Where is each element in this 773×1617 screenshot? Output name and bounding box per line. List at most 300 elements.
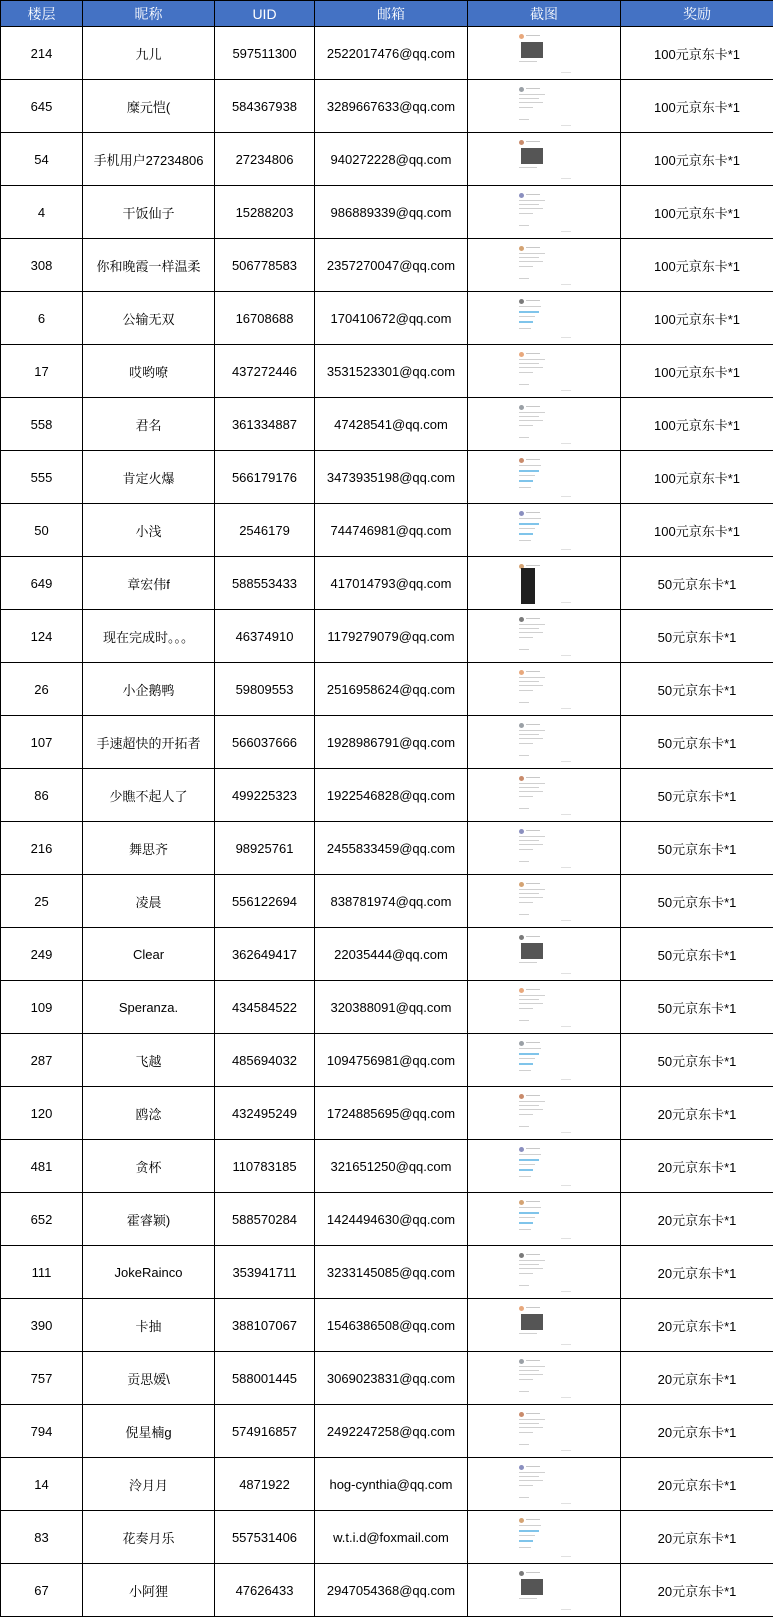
highlight-block [519,533,533,535]
screenshot-thumbnail[interactable] [513,507,575,553]
reward-cell: 100元京东卡*1 [621,80,773,133]
footer-line [561,1450,571,1451]
text-line [519,1020,529,1021]
floor-cell: 645 [1,80,83,133]
text-line [519,359,545,360]
table-row [1,1352,773,1405]
text-line [519,1427,543,1428]
screenshot-cell [468,239,621,292]
email-cell: 2357270047@qq.com [315,239,468,292]
text-line [519,261,543,262]
text-line [519,649,529,650]
reward-cell: 20元京东卡*1 [621,1564,773,1617]
screenshot-thumbnail[interactable] [513,1514,575,1560]
avatar [519,1041,524,1046]
screenshot-thumbnail[interactable] [513,1249,575,1295]
uid-cell: 110783185 [215,1140,315,1193]
text-line [519,1264,539,1265]
avatar [519,140,524,145]
nickname-cell: 飞越 [83,1034,215,1087]
text-line [519,1391,529,1392]
text-line [519,200,545,201]
screenshot-cell [468,80,621,133]
reward-cell: 50元京东卡*1 [621,663,773,716]
nickname-cell: 章宏伟f [83,557,215,610]
text-line [519,681,539,682]
uid-cell: 46374910 [215,610,315,663]
nickname-cell: 公输无双 [83,292,215,345]
text-line [519,306,541,307]
uid-cell: 2546179 [215,504,315,557]
reward-cell: 100元京东卡*1 [621,398,773,451]
table-row [1,1246,773,1299]
screenshot-cell [468,133,621,186]
screenshot-cell [468,928,621,981]
avatar [519,1147,524,1152]
screenshot-thumbnail[interactable] [513,348,575,394]
highlight-block [519,1212,539,1214]
avatar [519,1094,524,1099]
text-line [519,1048,541,1049]
nickname-cell: 现在完成时。。。 [83,610,215,663]
text-line [519,94,545,95]
screenshot-cell [468,1405,621,1458]
reward-cell: 50元京东卡*1 [621,1034,773,1087]
text-line [519,253,545,254]
screenshot-cell [468,345,621,398]
username-line [526,1201,540,1202]
nickname-cell: 卡抽 [83,1299,215,1352]
email-cell: 1424494630@qq.com [315,1193,468,1246]
uid-cell: 27234806 [215,133,315,186]
floor-cell: 107 [1,716,83,769]
reward-cell: 20元京东卡*1 [621,1087,773,1140]
text-line [519,367,543,368]
screenshot-thumbnail[interactable] [513,295,575,341]
table-row [1,981,773,1034]
text-line [519,1273,533,1274]
nickname-cell: 少瞧不起人了 [83,769,215,822]
email-cell: 321651250@qq.com [315,1140,468,1193]
floor-cell: 4 [1,186,83,239]
text-line [519,1419,545,1420]
screenshot-thumbnail[interactable] [513,666,575,712]
uid-cell: 574916857 [215,1405,315,1458]
screenshot-thumbnail[interactable] [513,136,575,182]
footer-line [561,1238,571,1239]
footer-line [561,390,571,391]
text-line [519,743,533,744]
username-line [526,1360,540,1361]
text-line [519,1366,545,1367]
screenshot-cell [468,451,621,504]
highlight-block [519,321,533,323]
reward-cell: 50元京东卡*1 [621,610,773,663]
nickname-cell: 手速超快的开拓者 [83,716,215,769]
reward-cell: 20元京东卡*1 [621,1140,773,1193]
reward-cell: 100元京东卡*1 [621,27,773,80]
username-line [526,406,540,407]
footer-line [561,1079,571,1080]
text-line [519,540,531,541]
text-line [519,690,533,691]
avatar [519,1412,524,1417]
username-line [526,1148,540,1149]
uid-cell: 47626433 [215,1564,315,1617]
footer-line [561,920,571,921]
floor-cell: 216 [1,822,83,875]
text-line [519,1285,529,1286]
uid-cell: 361334887 [215,398,315,451]
uid-cell: 597511300 [215,27,315,80]
screenshot-thumbnail[interactable] [513,1302,575,1348]
text-line [519,1008,533,1009]
email-cell: 3289667633@qq.com [315,80,468,133]
username-line [526,353,540,354]
avatar [519,776,524,781]
table-row [1,398,773,451]
highlight-block [519,1530,539,1532]
username-line [526,88,540,89]
footer-line [561,973,571,974]
floor-cell: 111 [1,1246,83,1299]
uid-cell: 4871922 [215,1458,315,1511]
footer-line [561,72,571,73]
email-cell: 170410672@qq.com [315,292,468,345]
text-line [519,702,529,703]
footer-line [561,1344,571,1345]
table-row [1,292,773,345]
footer-line [561,655,571,656]
text-line [519,465,541,466]
avatar [519,193,524,198]
nickname-cell: 倪星楠g [83,1405,215,1458]
uid-cell: 362649417 [215,928,315,981]
uid-cell: 59809553 [215,663,315,716]
text-line [519,1260,545,1261]
avatar [519,1465,524,1470]
text-line [519,1472,545,1473]
reward-cell: 20元京东卡*1 [621,1511,773,1564]
highlight-block [519,480,533,482]
text-line [519,204,539,205]
text-line [519,1547,531,1548]
screenshot-thumbnail[interactable] [513,30,575,76]
screenshot-cell [468,1564,621,1617]
email-cell: 3233145085@qq.com [315,1246,468,1299]
footer-line [561,549,571,550]
text-line [519,437,529,438]
text-line [519,1101,545,1102]
username-line [526,1519,540,1520]
screenshot-thumbnail[interactable] [513,1461,575,1507]
header-email: 邮箱 [315,1,468,27]
username-line [526,565,540,566]
footer-line [561,1397,571,1398]
email-cell: 3473935198@qq.com [315,451,468,504]
screenshot-thumbnail[interactable] [513,984,575,1030]
text-line [519,999,539,1000]
screenshot-thumbnail[interactable] [513,454,575,500]
screenshot-cell [468,504,621,557]
floor-cell: 50 [1,504,83,557]
footer-line [561,761,571,762]
footer-line [561,1291,571,1292]
avatar [519,246,524,251]
table-row [1,1511,773,1564]
floor-cell: 558 [1,398,83,451]
footer-line [561,602,571,603]
floor-cell: 308 [1,239,83,292]
username-line [526,671,540,672]
avatar [519,829,524,834]
email-cell: 2492247258@qq.com [315,1405,468,1458]
nickname-cell: 花奏月乐 [83,1511,215,1564]
reward-cell: 50元京东卡*1 [621,769,773,822]
phone-screenshot [521,568,535,604]
nickname-cell: 凌晨 [83,875,215,928]
table-row [1,1140,773,1193]
uid-cell: 588001445 [215,1352,315,1405]
email-cell: 940272228@qq.com [315,133,468,186]
screenshot-thumbnail[interactable] [513,189,575,235]
text-line [519,808,529,809]
text-line [519,213,533,214]
screenshot-thumbnail[interactable] [513,825,575,871]
text-line [519,632,543,633]
screenshot-cell [468,769,621,822]
email-cell: 2455833459@qq.com [315,822,468,875]
uid-cell: 16708688 [215,292,315,345]
highlight-block [519,1169,533,1171]
text-line [519,420,543,421]
text-line [519,783,545,784]
email-cell: 986889339@qq.com [315,186,468,239]
header-floor: 楼层 [1,1,83,27]
username-line [526,459,540,460]
reward-cell: 100元京东卡*1 [621,451,773,504]
text-line [519,278,529,279]
email-cell: 2516958624@qq.com [315,663,468,716]
floor-cell: 390 [1,1299,83,1352]
screenshot-thumbnail[interactable] [513,878,575,924]
text-line [519,734,539,735]
nickname-cell: 鸥淰 [83,1087,215,1140]
uid-cell: 437272446 [215,345,315,398]
screenshot-thumbnail[interactable] [513,719,575,765]
text-line [519,1217,535,1218]
screenshot-cell [468,822,621,875]
email-cell: 3069023831@qq.com [315,1352,468,1405]
screenshot-cell [468,1352,621,1405]
screenshot-cell [468,557,621,610]
uid-cell: 506778583 [215,239,315,292]
text-line [519,1268,543,1269]
nickname-cell: 小企鹅鸭 [83,663,215,716]
email-cell: 1928986791@qq.com [315,716,468,769]
nickname-cell: 君名 [83,398,215,451]
screenshot-thumbnail[interactable] [513,613,575,659]
text-line [519,266,533,267]
floor-cell: 481 [1,1140,83,1193]
reward-cell: 50元京东卡*1 [621,875,773,928]
floor-cell: 17 [1,345,83,398]
floor-cell: 794 [1,1405,83,1458]
username-line [526,1307,540,1308]
table-row [1,186,773,239]
nickname-cell: Speranza. [83,981,215,1034]
text-line [519,1444,529,1445]
username-line [526,141,540,142]
footer-line [561,1185,571,1186]
screenshot-thumbnail[interactable] [513,1408,575,1454]
screenshot-thumbnail[interactable] [513,1037,575,1083]
email-cell: 2522017476@qq.com [315,27,468,80]
header-row [1,1,773,27]
reward-cell: 50元京东卡*1 [621,822,773,875]
table-row [1,822,773,875]
text-line [519,796,533,797]
text-line [519,1497,529,1498]
avatar [519,299,524,304]
screenshot-thumbnail[interactable] [513,772,575,818]
header-screenshot: 截图 [468,1,621,27]
screenshot-thumbnail[interactable] [513,1355,575,1401]
text-line [519,791,543,792]
nickname-cell: 小浅 [83,504,215,557]
header-reward: 奖励 [621,1,773,27]
uid-cell: 588570284 [215,1193,315,1246]
text-line [519,1229,531,1230]
screenshot-thumbnail[interactable] [513,1196,575,1242]
email-cell: 320388091@qq.com [315,981,468,1034]
avatar [519,1200,524,1205]
email-cell: 1179279079@qq.com [315,610,468,663]
nickname-cell: 干饭仙子 [83,186,215,239]
email-cell: 417014793@qq.com [315,557,468,610]
screenshot-cell [468,186,621,239]
avatar [519,935,524,940]
text-line [519,102,543,103]
text-line [519,637,533,638]
text-line [519,628,539,629]
table-row [1,451,773,504]
uid-cell: 353941711 [215,1246,315,1299]
floor-cell: 54 [1,133,83,186]
text-line [519,119,529,120]
username-line [526,936,540,937]
text-line [519,1058,535,1059]
text-line [519,730,545,731]
username-line [526,1254,540,1255]
text-line [519,836,545,837]
text-line [519,98,539,99]
table-row [1,1564,773,1617]
highlight-block [519,1063,533,1065]
uid-cell: 566037666 [215,716,315,769]
reward-cell: 50元京东卡*1 [621,981,773,1034]
footer-line [561,125,571,126]
table-row [1,1034,773,1087]
screenshot-cell [468,981,621,1034]
username-line [526,1466,540,1467]
uid-cell: 556122694 [215,875,315,928]
email-cell: 3531523301@qq.com [315,345,468,398]
username-line [526,247,540,248]
uid-cell: 566179176 [215,451,315,504]
avatar [519,1571,524,1576]
text-line [519,363,539,364]
uid-cell: 434584522 [215,981,315,1034]
text-line [519,995,545,996]
username-line [526,1572,540,1573]
table-row [1,345,773,398]
username-line [526,989,540,990]
text-line [519,384,529,385]
text-line [519,1423,539,1424]
uid-cell: 584367938 [215,80,315,133]
avatar [519,617,524,622]
username-line [526,618,540,619]
text-line [519,528,535,529]
screenshot-thumbnail[interactable] [513,1567,575,1613]
avatar [519,87,524,92]
username-line [526,777,540,778]
text-line [519,1126,529,1127]
text-line [519,962,537,963]
screenshot-thumbnail[interactable] [513,401,575,447]
footer-line [561,496,571,497]
avatar [519,458,524,463]
text-line [519,889,545,890]
screenshot-thumbnail[interactable] [513,560,575,606]
reward-cell: 20元京东卡*1 [621,1352,773,1405]
text-line [519,844,543,845]
text-line [519,1176,531,1177]
avatar [519,1253,524,1258]
footer-line [561,443,571,444]
avatar [519,511,524,516]
floor-cell: 109 [1,981,83,1034]
uid-cell: 588553433 [215,557,315,610]
email-cell: hog-cynthia@qq.com [315,1458,468,1511]
text-line [519,677,545,678]
header-uid: UID [215,1,315,27]
screenshot-thumbnail[interactable] [513,1143,575,1189]
reward-cell: 100元京东卡*1 [621,504,773,557]
table-row [1,1087,773,1140]
nickname-cell: 九儿 [83,27,215,80]
screenshot-cell [468,1458,621,1511]
screenshot-thumbnail[interactable] [513,242,575,288]
floor-cell: 6 [1,292,83,345]
screenshot-thumbnail[interactable] [513,931,575,977]
avatar [519,34,524,39]
reward-cell: 100元京东卡*1 [621,133,773,186]
email-cell: 22035444@qq.com [315,928,468,981]
image-block [521,1579,543,1595]
text-line [519,624,545,625]
footer-line [561,1556,571,1557]
text-line [519,1432,533,1433]
table-row [1,663,773,716]
email-cell: 47428541@qq.com [315,398,468,451]
screenshot-thumbnail[interactable] [513,1090,575,1136]
text-line [519,1114,533,1115]
reward-cell: 100元京东卡*1 [621,239,773,292]
footer-line [561,867,571,868]
screenshot-thumbnail[interactable] [513,83,575,129]
